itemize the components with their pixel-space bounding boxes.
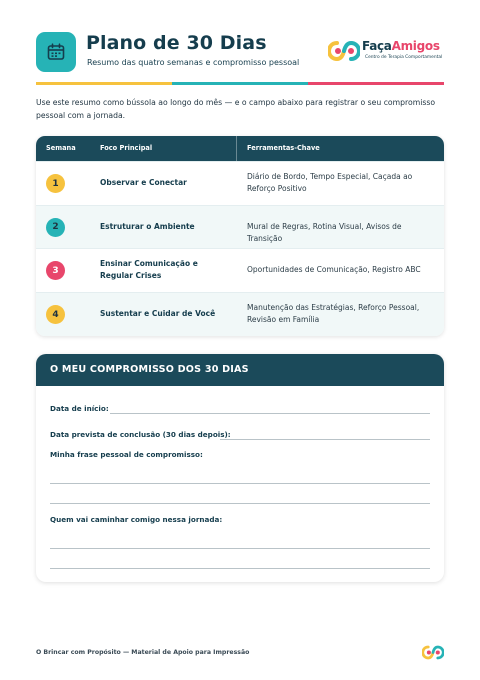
week-tools: Diário de Bordo, Tempo Especial, Caçada ao Reforço Positivo	[247, 172, 413, 193]
companion-line-2[interactable]	[50, 568, 430, 569]
start-date-line[interactable]	[110, 413, 430, 414]
week-focus: Ensinar Comunicação e Regular Crises	[100, 259, 198, 281]
commitment-card	[36, 354, 444, 582]
week-focus: Observar e Conectar	[100, 178, 187, 187]
phrase-line-2[interactable]	[50, 503, 430, 504]
week-focus: Estruturar o Ambiente	[100, 221, 195, 231]
logo-name: FaçaAmigos	[362, 39, 440, 53]
footer-logo-icon	[422, 645, 444, 660]
phrase-line-1[interactable]	[50, 483, 430, 484]
logo-tagline: Centro de Terapia Comportamental	[365, 55, 443, 60]
page-subtitle: Resumo das quatro semanas e compromisso pessoal	[87, 58, 300, 67]
week-number-badge: 4	[46, 305, 65, 324]
table-row	[36, 248, 444, 292]
week-tools: Manutenção das Estratégias, Reforço Pessoal, Revisão em Família	[247, 303, 420, 325]
header-focus: Foco Principal	[100, 144, 153, 152]
table-header	[36, 136, 444, 161]
brand-logo	[328, 38, 444, 68]
week-number-badge: 2	[46, 218, 65, 237]
header	[36, 30, 444, 74]
calendar-icon	[46, 42, 66, 62]
start-date-label: Data de início:	[50, 404, 109, 413]
companion-label: Quem vai caminhar comigo nessa jornada:	[50, 515, 223, 524]
companion-line-1[interactable]	[50, 548, 430, 549]
intro-text: Use este resumo como bússola ao longo do mês — e o campo abaixo para registrar o seu compromisso pessoal com a jornada.	[36, 98, 436, 120]
color-divider	[36, 82, 444, 85]
table-row	[36, 161, 444, 205]
footer-text: O Brincar com Propósito — Material de Apoio para Impressão	[36, 649, 250, 656]
calendar-badge	[36, 32, 76, 72]
week-number-badge: 3	[46, 261, 65, 280]
week-focus: Sustentar e Cuidar de Você	[100, 309, 216, 319]
table-row	[36, 292, 444, 336]
logo-mark-icon	[328, 40, 360, 62]
week-number-badge: 1	[46, 174, 65, 193]
table-row	[36, 205, 444, 249]
week-tools: Oportunidades de Comunicação, Registro ABC	[247, 265, 421, 275]
header-week: Semana	[46, 144, 76, 152]
end-date-line[interactable]	[220, 439, 430, 440]
end-date-label: Data prevista de conclusão (30 dias depois):	[50, 430, 231, 439]
header-tools: Ferramentas-Chave	[247, 144, 320, 152]
weeks-table	[36, 136, 444, 336]
commitment-title: O MEU COMPROMISSO DOS 30 DIAS	[36, 354, 444, 386]
week-tools: Mural de Regras, Rotina Visual, Avisos de Transição	[247, 221, 402, 243]
page-title: Plano de 30 Dias	[86, 32, 267, 54]
phrase-label: Minha frase pessoal de compromisso:	[50, 450, 203, 459]
